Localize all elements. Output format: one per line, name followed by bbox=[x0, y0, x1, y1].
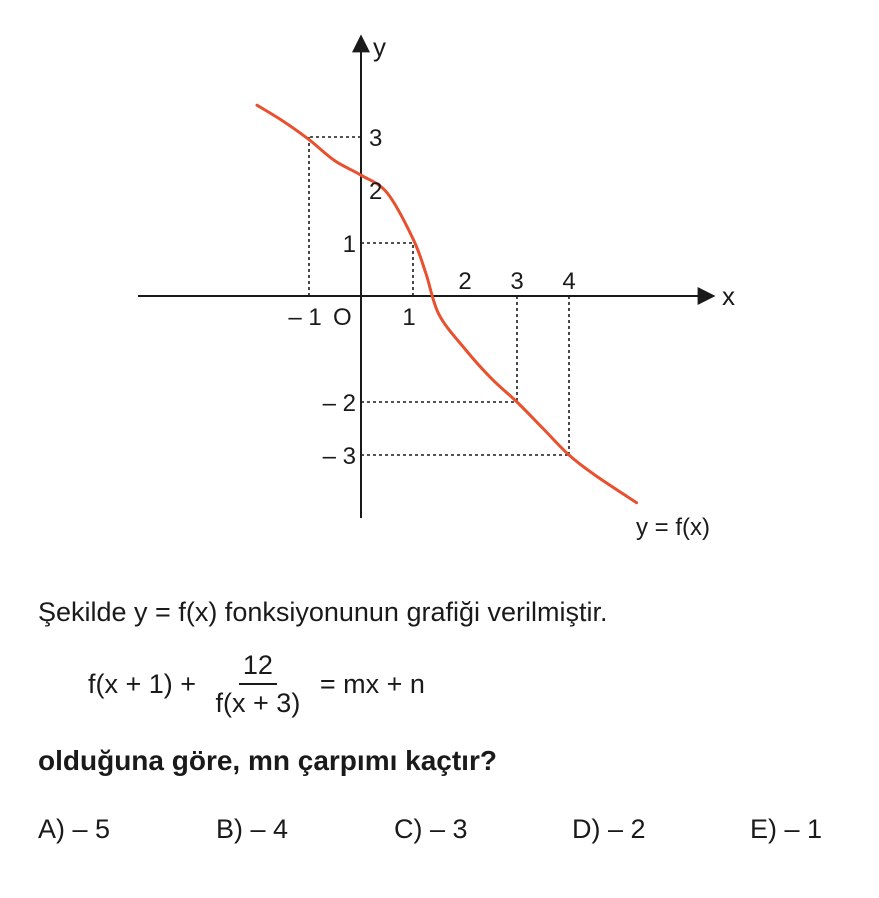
y-tick-label-1: 2 bbox=[369, 178, 383, 205]
y-tick-label-4: – 3 bbox=[322, 443, 356, 470]
x-tick-label-0: – 1 bbox=[288, 304, 322, 331]
x-tick-label-1: 1 bbox=[402, 304, 416, 331]
origin-label: O bbox=[333, 304, 352, 331]
x-axis-label: x bbox=[722, 281, 735, 311]
fraction-numerator: 12 bbox=[239, 649, 277, 685]
question-text: olduğuna göre, mn çarpımı kaçtır? bbox=[38, 745, 497, 776]
curve-label: y = f(x) bbox=[636, 514, 711, 541]
equation-right: = mx + n bbox=[312, 668, 425, 699]
problem-statement: Şekilde y = f(x) fonksiyonunun grafiği verilmiştir. bbox=[38, 597, 608, 627]
equation bbox=[88, 646, 425, 722]
option-e[interactable]: E) – 1 bbox=[750, 814, 823, 844]
option-b[interactable]: B) – 4 bbox=[216, 814, 289, 844]
x-tick-label-4: 4 bbox=[562, 268, 576, 295]
x-tick-label-2: 2 bbox=[458, 268, 472, 295]
y-tick-label-0: 3 bbox=[369, 125, 383, 152]
equation-fraction bbox=[212, 649, 305, 720]
option-a[interactable]: A) – 5 bbox=[38, 814, 111, 844]
answer-options bbox=[38, 814, 848, 845]
x-tick-label-3: 3 bbox=[510, 268, 524, 295]
option-c[interactable]: C) – 3 bbox=[394, 814, 468, 844]
equation-left: f(x + 1) + bbox=[88, 668, 204, 699]
option-d[interactable]: D) – 2 bbox=[572, 814, 646, 844]
fraction-denominator: f(x + 3) bbox=[215, 688, 301, 718]
y-tick-label-2: 1 bbox=[342, 231, 356, 258]
y-axis-label: y bbox=[373, 32, 386, 62]
y-tick-label-3: – 2 bbox=[322, 390, 356, 417]
